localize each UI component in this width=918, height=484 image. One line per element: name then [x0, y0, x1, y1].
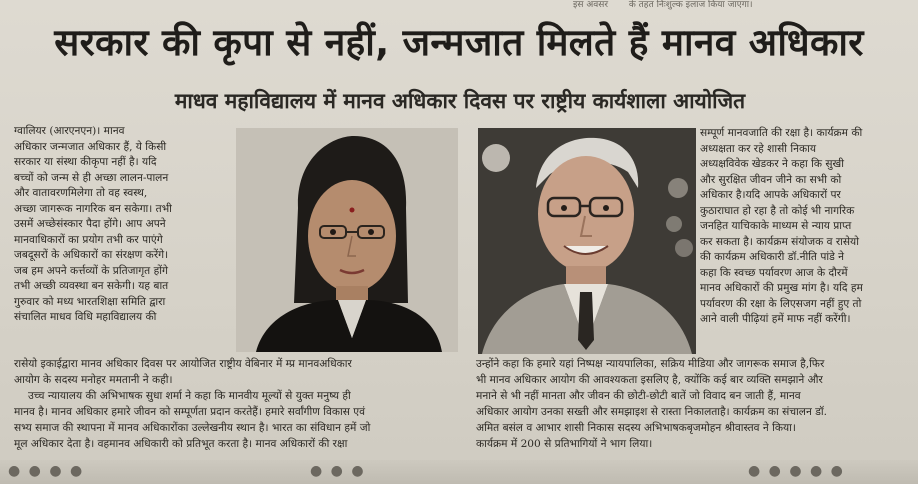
text-line: मानव अधिकारों की प्रमुख मांग है। यदि हम	[700, 282, 863, 294]
text-line: कहा कि स्वच्छ पर्यावरण आज के दौरमें	[700, 266, 848, 279]
text-line: रासेयो इकाईद्वारा मानव अधिकार दिवस पर आयोजित राष्ट्रीय वेबिनार में म्प्र मानवअधिकार	[14, 358, 352, 370]
text-line: जनहित याचिकाके माध्यम से न्याय प्राप्त	[700, 220, 852, 232]
text-line: ग्वालियर (आरएनएन)। मानव	[14, 125, 125, 137]
portrait-woman-photo	[236, 128, 458, 352]
decorative-dots-mid: ● ● ●	[310, 463, 366, 479]
portrait-man-photo	[478, 128, 696, 354]
bottom-left-paragraph	[14, 356, 462, 456]
text-line: अधिकार आयोग उनका सख्ती और समझाइश से रास्ता निकालताहै। कार्यक्रम का संचालन डॉ.	[476, 406, 828, 418]
text-line: कार्यक्रम में 200 से प्रतिभागियों ने भाग लिया।	[476, 438, 653, 450]
text-line: मानवाधिकारों का प्रयोग तभी कर पाएंगे	[14, 233, 163, 246]
text-line: अधिकार है।यदि आपके अधिकारों पर	[700, 189, 841, 201]
text-line: अमित बसंल व आभार शासी निकास सदस्य अभिभाषकबृजमोहन श्रीवास्तव ने किया।	[476, 422, 796, 434]
text-line: भी मानव अधिकार आयोग की आवश्यकता इसलिए है, क्योंकि कई बार व्यक्ति समझाने और	[476, 374, 823, 386]
text-line: मूल अधिकार देता है। वहमानव अधिकारी को प्रतिभूत करता है। मानव अधिकारों की रक्षा	[14, 438, 348, 450]
text-line: और वातावरणमिलेगा तो वह स्वस्थ,	[14, 187, 148, 199]
subheadline: माधव महाविद्यालय में मानव अधिकार दिवस पर राष्ट्रीय कार्यशाला आयोजित	[174, 89, 746, 113]
text-line: सम्पूर्ण मानवजाति की रक्षा है। कार्यक्रम की	[700, 127, 863, 139]
text-line: उन्होंने कहा कि हमारे यहां निष्पक्ष न्यायपालिका, सक्रिय मीडिया और जागरूक समाज है,फिर	[476, 358, 825, 370]
text-line: उच्च न्यायालय की अभिभाषक सुधा शर्मा ने कहा कि मानवीय मूल्यों से युक्त मनुष्य ही	[28, 390, 351, 402]
text-line: सरकार या संस्था कीकृपा नहीं है। यदि	[14, 156, 157, 168]
text-line: पर्यावरण की रक्षा के लिएसजग नहीं हुए तो	[700, 297, 862, 310]
text-line: कर सकता है। कार्यक्रम संयोजक व रासेयो	[700, 235, 859, 248]
text-line: मनाने से भी नहीं मानता और जीवन की छोटी-छोटी बातें जो विवाद बन जाती हैं, मानव	[476, 390, 801, 402]
text-line: अध्यक्षविवेक खेडकर ने कहा कि सुखी	[700, 158, 844, 170]
text-line: अधिकार जन्मजात अधिकार हैं, ये किसी	[14, 140, 167, 153]
top-strip-right: के तहत निःशुल्क इलाज किया जाएगा।	[628, 0, 753, 10]
text-line: की कार्यक्रम अधिकारी डॉ.नीति पांडे ने	[700, 251, 845, 263]
portrait-man-svg	[478, 128, 696, 354]
text-line: जबदूसरों के अधिकारों का संरक्षण करेंगे।	[14, 249, 169, 261]
text-line: आने वाली पीढ़ियां हमें माफ नहीं करेंगी।	[700, 313, 851, 325]
decorative-dots-left: ● ● ● ●	[8, 463, 85, 479]
text-line: मानव है। मानव अधिकार हमारे जीवन को सम्पूर्णता प्रदान करतेहैं। हमारे सर्वांगीण विकास एवं	[14, 406, 366, 418]
right-text-column	[700, 126, 908, 364]
text-line: सभ्य समाज की स्थापना में मानव अधिकारोंका उल्लेखनीय स्थान है। भारत का संविधान हमें जो	[14, 422, 371, 434]
text-line: गुरुवार को मध्य भारतशिक्षा समिति द्वारा	[14, 295, 166, 308]
text-line: आयोग के सदस्य मनोहर ममतानी ने कही।	[14, 374, 173, 386]
text-line: बच्चों को जन्म से ही अच्छा लालन-पालन	[14, 171, 169, 184]
text-line: अध्यक्षता कर रहे शासी निकाय	[700, 142, 816, 155]
text-line: जब हम अपने कर्त्तव्यों के प्रतिजागृत होंगे	[14, 264, 168, 277]
top-strip	[555, 0, 918, 10]
portrait-woman-svg	[236, 128, 458, 352]
headline: सरकार की कृपा से नहीं, जन्मजात मिलते हैं मानव अधिकार	[54, 21, 864, 64]
bottom-right-paragraph	[476, 356, 906, 456]
text-line: और सुरक्षित जीवन जीने का सभी को	[700, 173, 842, 186]
text-line: अच्छा जागरूक नागरिक बन सकेगा। तभी	[14, 202, 172, 215]
text-line: संचालित माधव विधि महाविद्यालय की	[14, 311, 157, 323]
top-strip-left: इस अवसर	[573, 0, 609, 10]
decorative-dots-right: ● ● ● ● ●	[748, 463, 845, 479]
text-line: तभी अच्छी व्यवस्था बन सकेगी। यह बात	[14, 280, 169, 292]
text-line: उसमें अच्छेसंस्कार पैदा होंगे। आप अपने	[14, 218, 166, 230]
text-line: कुठाराघात हो रहा है तो कोई भी नागरिक	[700, 204, 855, 217]
left-text-column	[14, 124, 226, 362]
